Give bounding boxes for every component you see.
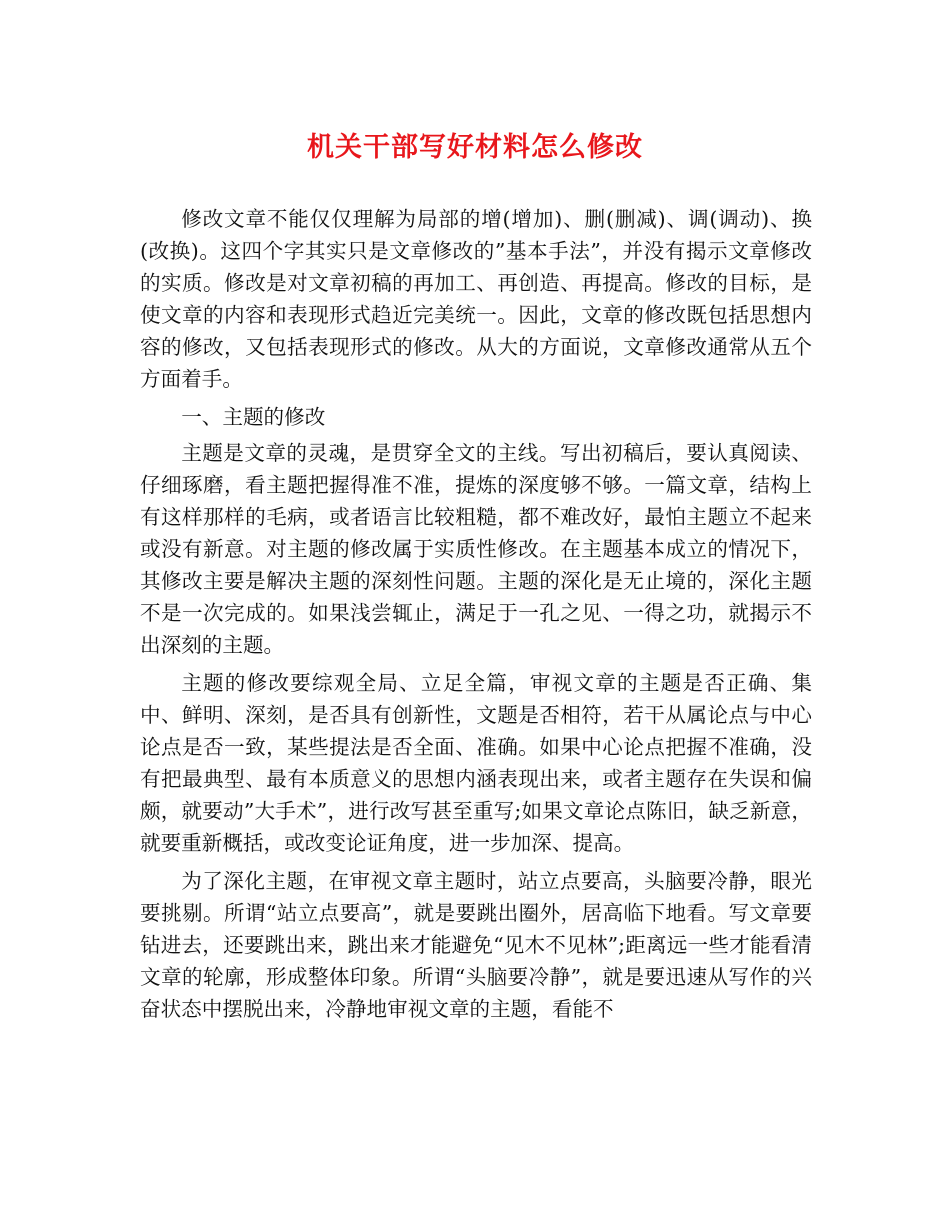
- document-body: [140, 203, 812, 1025]
- paragraph-intro: 修改文章不能仅仅理解为局部的增(增加)、删(删减)、调(调动)、换(改换)。这四个字其实只是文章修改的”基本手法”，并没有揭示文章修改的实质。修改是对文章初稿的再加工、再创造、再提高。修改的目标，是使文章的内容和表现形式趋近完美统一。因此，文章的修改既包括思想内容的修改，又包括表现形式的修改。从大的方面说，文章修改通常从五个方面着手。: [140, 207, 812, 391]
- paragraph-theme-2: 主题的修改要综观全局、立足全篇，审视文章的主题是否正确、集中、鲜明、深刻，是否具有创新性，文题是否相符，若干从属论点与中心论点是否一致，某些提法是否全面、准确。如果中心论点把握不准确，没有把最典型、最有本质意义的思想内涵表现出来，或者主题存在失误和偏颇，就要动”大手术”，进行改写甚至重写;如果文章论点陈旧，缺乏新意，就要重新概括，或改变论证角度，进一步加深、提高。: [140, 671, 812, 855]
- document-title: 机关干部写好材料怎么修改: [307, 132, 643, 163]
- paragraph-theme-1: 主题是文章的灵魂，是贯穿全文的主线。写出初稿后，要认真阅读、仔细琢磨，看主题把握得准不准，提炼的深度够不够。一篇文章，结构上有这样那样的毛病，或者语言比较粗糙，都不难改好，最怕主题立不起来或没有新意。对主题的修改属于实质性修改。在主题基本成立的情况下，其修改主要是解决主题的深刻性问题。主题的深化是无止境的，深化主题不是一次完成的。如果浅尝辄止，满足于一孔之见、一得之功，就揭示不出深刻的主题。: [140, 441, 812, 657]
- section-heading-theme: 一、主题的修改: [181, 405, 326, 429]
- paragraph-theme-3: 为了深化主题，在审视文章主题时，站立点要高，头脑要冷静，眼光要挑剔。所谓“站立点要高”，就是要跳出圈外，居高临下地看。写文章要钻进去，还要跳出来，跳出来才能避免“见木不见林”;距离远一些才能看清文章的轮廓，形成整体印象。所谓“头脑要冷静”，就是要迅速从写作的兴奋状态中摆脱出来，冷静地审视文章的主题，看能不: [140, 869, 812, 1021]
